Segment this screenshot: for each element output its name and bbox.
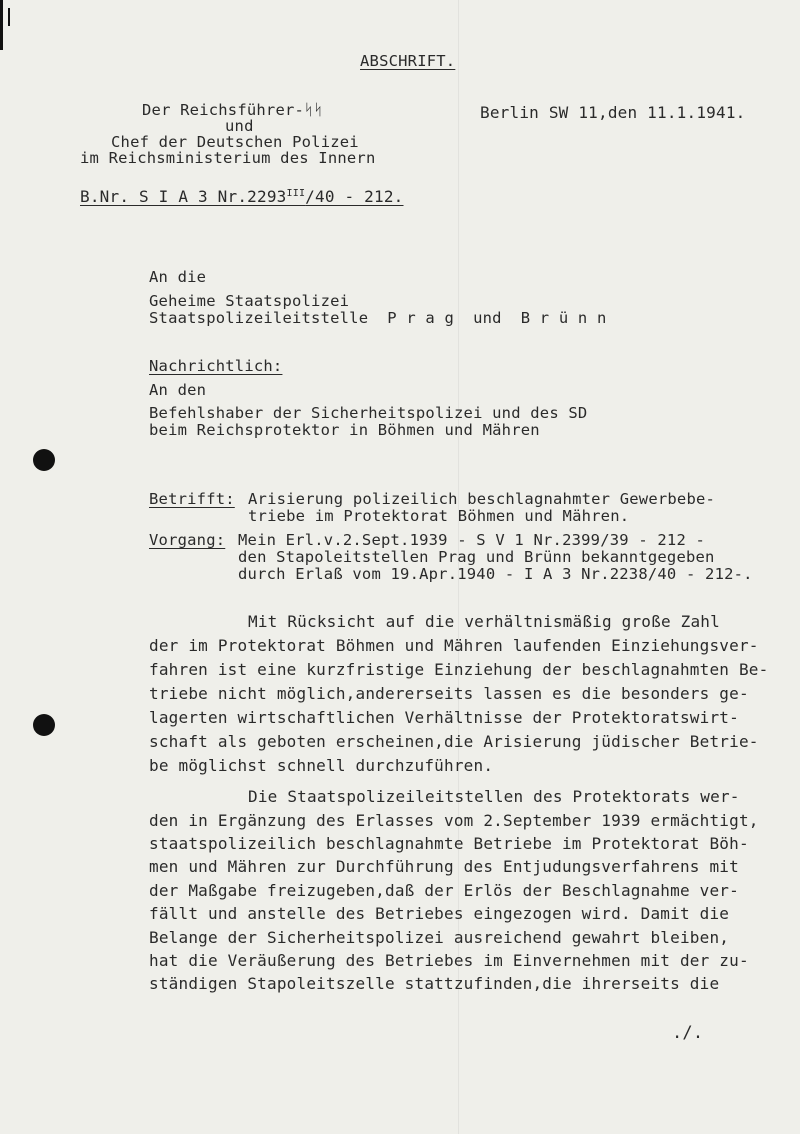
para2-line-7: Belange der Sicherheitspolizei ausreichend gewahrt bleiben,	[149, 928, 730, 947]
recipient-line-3: Staatspolizeileitstelle P r a g und B r ü n n	[149, 309, 607, 327]
para2-line-8: hat die Veräußerung des Betriebes im Einvernehmen mit der zu-	[149, 951, 749, 970]
para2-line-9: ständigen Stapoleitszelle stattzufinden,die ihrerseits die	[149, 974, 720, 993]
para2-line-1: Die Staatspolizeileitstellen des Protektorats wer-	[248, 787, 740, 806]
sender-line-1: Der Reichsführer-ᛋᛋ	[142, 101, 324, 119]
para1-line-2: der im Protektorat Böhmen und Mähren laufenden Einziehungsver-	[149, 636, 759, 655]
para1-line-3: fahren ist eine kurzfristige Einziehung der beschlagnahmten Be-	[149, 660, 769, 679]
cc-line-3: beim Reichsprotektor in Böhmen und Mähren	[149, 421, 540, 439]
para1-line-6: schaft als geboten erscheinen,die Arisierung jüdischer Betrie-	[149, 732, 759, 751]
reference-tail: /40 - 212.	[305, 187, 404, 206]
sender-line-2: und	[225, 117, 254, 135]
para1-line-1: Mit Rücksicht auf die verhältnismäßig große Zahl	[248, 612, 720, 631]
continuation-mark: ./.	[672, 1023, 704, 1043]
document-title: ABSCHRIFT.	[360, 52, 456, 70]
cc-line-1: An den	[149, 381, 207, 399]
subject-line-1: Arisierung polizeilich beschlagnahmter Gewerbebe-	[248, 490, 716, 508]
para2-line-5: der Maßgabe freizugeben,daß der Erlös der Beschlagnahme ver-	[149, 881, 739, 900]
reference-main: B.Nr. S I A 3 Nr.2293	[80, 187, 287, 206]
reference-number	[80, 188, 404, 209]
para2-line-2: den in Ergänzung des Erlasses vom 2.September 1939 ermächtigt,	[149, 811, 759, 830]
reference-sup: III	[286, 188, 306, 199]
ref-line-3: durch Erlaß vom 19.Apr.1940 - I A 3 Nr.2238/40 - 212-.	[238, 565, 753, 583]
recipient-line-2: Geheime Staatspolizei	[149, 292, 350, 310]
subject-label: Betrifft:	[149, 490, 235, 508]
para2-line-4: men und Mähren zur Durchführung des Entjudungsverfahrens mit	[149, 857, 739, 876]
para1-line-7: be möglichst schnell durchzuführen.	[149, 756, 494, 775]
para2-line-3: staatspolizeilich beschlagnahmte Betriebe im Protektorat Böh-	[149, 834, 749, 853]
scan-edge-mark	[8, 8, 10, 26]
place-date: Berlin SW 11,den 11.1.1941.	[480, 103, 746, 122]
para2-line-6: fällt und anstelle des Betriebes eingezogen wird. Damit die	[149, 904, 730, 923]
cc-line-2: Befehlshaber der Sicherheitspolizei und des SD	[149, 404, 588, 422]
ref-label: Vorgang:	[149, 531, 226, 549]
cc-label: Nachrichtlich:	[149, 357, 283, 375]
para1-line-4: triebe nicht möglich,andererseits lassen es die besonders ge-	[149, 684, 749, 703]
sender-line-3: Chef der Deutschen Polizei	[111, 133, 359, 151]
subject-line-2: triebe im Protektorat Böhmen und Mähren.	[248, 507, 630, 525]
ref-line-2: den Stapoleitstellen Prag und Brünn bekanntgegeben	[238, 548, 715, 566]
ref-line-1: Mein Erl.v.2.Sept.1939 - S V 1 Nr.2399/39 - 212 -	[238, 531, 706, 549]
scan-edge	[0, 0, 3, 50]
punch-hole-top	[33, 449, 55, 471]
recipient-line-1: An die	[149, 268, 207, 286]
punch-hole-bottom	[33, 714, 55, 736]
para1-line-5: lagerten wirtschaftlichen Verhältnisse der Protektoratswirt-	[149, 708, 739, 727]
sender-line-4: im Reichsministerium des Innern	[80, 149, 376, 167]
